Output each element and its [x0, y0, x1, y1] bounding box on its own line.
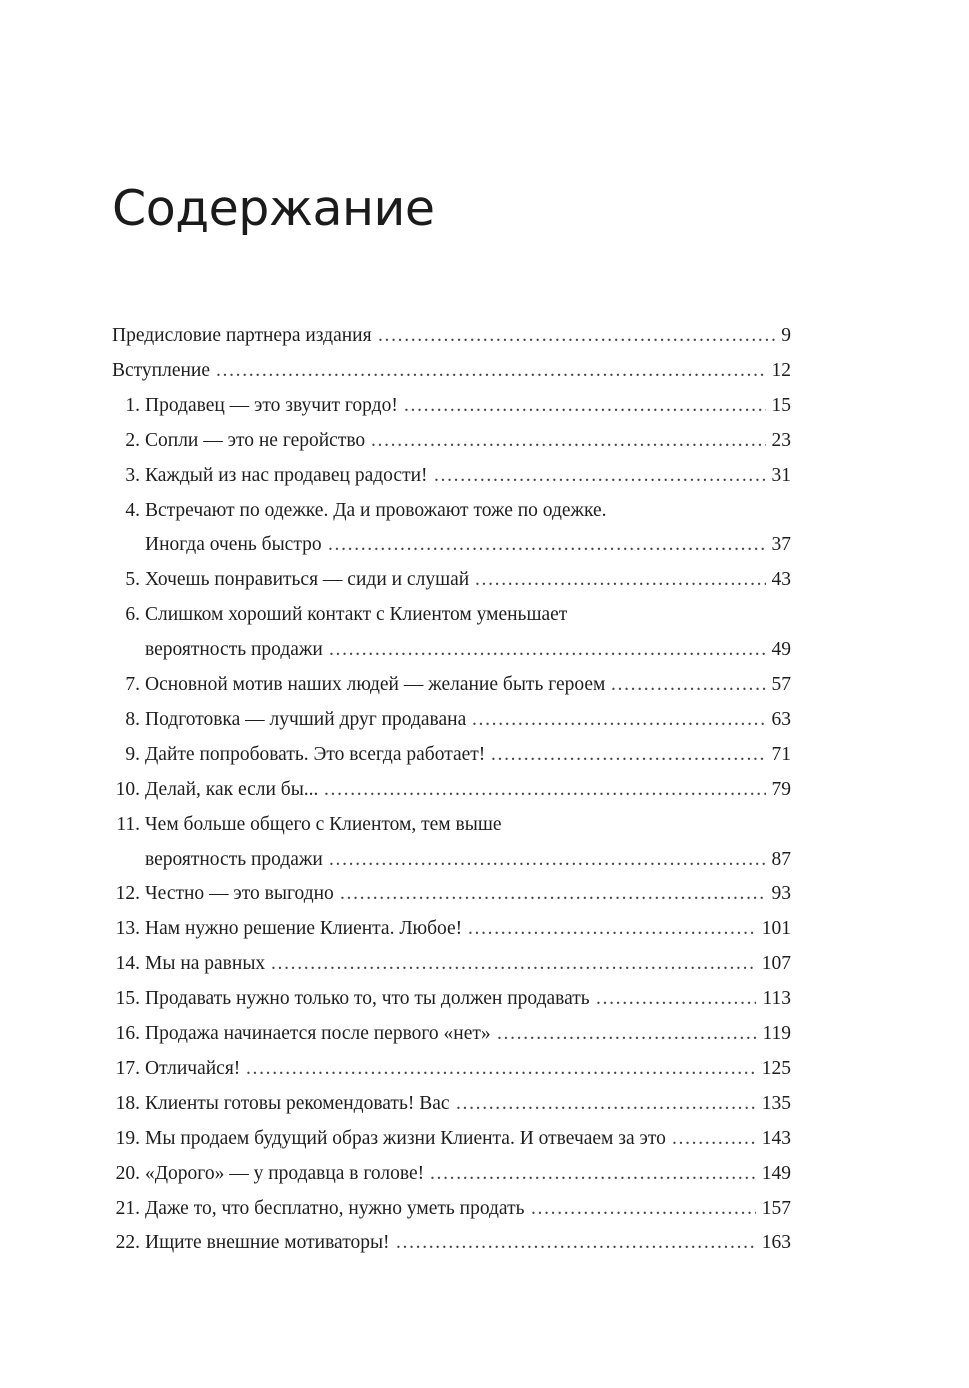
toc-line	[0, 321, 969, 351]
toc-dot-leader	[340, 879, 766, 909]
toc-dot-leader	[324, 775, 766, 805]
toc-page-number: 107	[761, 953, 791, 975]
toc-dot-leader	[491, 740, 766, 770]
toc-dot-leader	[378, 321, 777, 351]
toc-entry-title: «Дорого» — у продавца в голове!	[145, 1162, 425, 1184]
toc-page-number: 149	[761, 1162, 791, 1184]
toc-page-number: 113	[762, 988, 791, 1010]
toc-dot-leader	[672, 1124, 756, 1154]
toc-chapter-number: 8.	[125, 708, 140, 730]
toc-entry-title: Мы на равных	[145, 953, 266, 975]
toc-chapter-number: 13.	[115, 918, 140, 940]
toc-dot-leader	[472, 705, 766, 735]
toc-entry-title: вероятность продажи	[145, 639, 323, 661]
toc-line	[0, 565, 969, 595]
toc-dot-leader	[216, 356, 766, 386]
toc-dot-leader	[271, 949, 756, 979]
toc-line	[0, 530, 969, 560]
toc-chapter-number: 6.	[125, 604, 140, 626]
toc-page-number: 57	[771, 674, 791, 695]
toc-chapter-number: 16.	[115, 1023, 140, 1044]
toc-dot-leader	[596, 984, 756, 1014]
toc-dot-leader	[531, 1194, 756, 1224]
toc-line	[0, 426, 969, 456]
toc-dot-leader	[404, 391, 766, 421]
toc-line	[0, 914, 969, 944]
toc-entry-title: Сопли — это не геройство	[145, 429, 366, 451]
toc-entry-title: Предисловие партнера издания	[112, 325, 372, 346]
toc-line	[0, 810, 969, 840]
toc-line	[0, 670, 969, 700]
toc-entry-title: Продажа начинается после первого «нет»	[145, 1023, 491, 1044]
page-title: Содержание	[112, 180, 435, 237]
toc-dot-leader	[328, 530, 766, 560]
toc-page-number: 63	[771, 708, 791, 730]
toc-dot-leader	[371, 426, 766, 456]
toc-entry-title: Вступление	[112, 359, 211, 381]
toc-entry-title: Хочешь понравиться — сиди и слушай	[145, 569, 470, 591]
toc-chapter-number: 10.	[115, 778, 140, 800]
toc-line	[0, 1159, 969, 1189]
toc-entry-title: Иногда очень быстро	[145, 534, 322, 556]
toc-line	[0, 1124, 969, 1154]
toc-line	[0, 984, 969, 1014]
toc-page-number: 135	[761, 1092, 791, 1114]
toc-line	[0, 949, 969, 979]
toc-page-number: 31	[771, 464, 791, 486]
toc-entry-title: Основной мотив наших людей — желание быть героем	[145, 674, 606, 695]
toc-dot-leader	[475, 565, 766, 595]
toc-entry-title: Продавать нужно только то, что ты должен продавать	[145, 988, 590, 1010]
toc-page-number: 157	[761, 1197, 791, 1219]
toc-page-number: 23	[771, 429, 791, 451]
toc-entry-title: Честно — это выгодно	[145, 883, 334, 905]
toc-dot-leader	[329, 635, 766, 665]
toc-page-number: 71	[771, 743, 791, 765]
toc-page-number: 49	[771, 639, 791, 661]
toc-line	[0, 705, 969, 735]
toc-line	[0, 600, 969, 630]
toc-line	[0, 496, 969, 526]
toc-line	[0, 740, 969, 770]
toc-entry-title: Встречают по одежке. Да и провожают тоже по одежке.	[145, 499, 607, 521]
toc-page-number: 79	[771, 778, 791, 800]
toc-chapter-number: 11.	[116, 813, 140, 835]
toc-dot-leader	[434, 461, 766, 491]
toc-dot-leader	[456, 1089, 756, 1119]
toc-entry-title: Делай, как если бы...	[145, 778, 319, 800]
toc-chapter-number: 12.	[115, 883, 140, 905]
toc-line	[0, 1194, 969, 1224]
toc-page-number: 12	[771, 359, 791, 381]
toc-entry-title: Ищите внешние мотиваторы!	[145, 1232, 390, 1254]
toc-entry-title: Нам нужно решение Клиента. Любое!	[145, 918, 463, 940]
toc-page-number: 93	[771, 883, 791, 905]
toc-chapter-number: 17.	[115, 1057, 140, 1079]
toc-chapter-number: 3.	[125, 464, 140, 486]
toc-entry-title: Клиенты готовы рекомендовать! Вас	[145, 1092, 450, 1114]
toc-chapter-number: 7.	[125, 674, 140, 695]
toc-line	[0, 1089, 969, 1119]
toc-chapter-number: 4.	[125, 499, 140, 521]
toc-chapter-number: 15.	[115, 988, 140, 1010]
toc-chapter-number: 5.	[125, 569, 140, 591]
toc-page-number: 125	[761, 1057, 791, 1079]
toc-entry-title: Дайте попробовать. Это всегда работает!	[145, 743, 486, 765]
toc-line	[0, 635, 969, 665]
toc-entry-title: вероятность продажи	[145, 848, 323, 870]
toc-chapter-number: 1.	[125, 394, 140, 416]
toc-chapter-number: 18.	[115, 1092, 140, 1114]
toc-line	[0, 356, 969, 386]
toc-chapter-number: 14.	[115, 953, 140, 975]
toc-dot-leader	[329, 845, 766, 875]
toc-dot-leader	[468, 914, 756, 944]
toc-page-number: 9	[781, 325, 791, 346]
toc-page-number: 101	[761, 918, 791, 940]
toc-chapter-number: 22.	[115, 1232, 140, 1254]
toc-page-number: 37	[771, 534, 791, 556]
toc-line	[0, 391, 969, 421]
toc-dot-leader	[396, 1228, 756, 1258]
toc-chapter-number: 20.	[115, 1162, 140, 1184]
toc-entry-title: Каждый из нас продавец радости!	[145, 464, 428, 486]
toc-page-number: 163	[761, 1232, 791, 1254]
toc-entry-title: Отличайся!	[145, 1057, 241, 1079]
toc-page-number: 143	[761, 1127, 791, 1149]
toc-entry-title: Чем больше общего с Клиентом, тем выше	[145, 813, 502, 835]
toc-chapter-number: 2.	[125, 429, 140, 451]
toc-entry-title: Мы продаем будущий образ жизни Клиента. И отвечаем за это	[145, 1127, 666, 1149]
toc-page-number: 43	[771, 569, 791, 591]
toc-entry-title: Подготовка — лучший друг продавана	[145, 708, 467, 730]
toc-chapter-number: 21.	[115, 1197, 140, 1219]
toc-chapter-number: 19.	[115, 1127, 140, 1149]
toc-line	[0, 879, 969, 909]
toc-dot-leader	[497, 1019, 756, 1049]
toc-line	[0, 1054, 969, 1084]
toc-dot-leader	[430, 1159, 756, 1189]
toc-page-number: 119	[762, 1023, 791, 1044]
toc-line	[0, 775, 969, 805]
toc-page-number: 15	[771, 394, 791, 416]
toc-chapter-number: 9.	[125, 743, 140, 765]
toc-dot-leader	[611, 670, 766, 700]
toc-entry-title: Слишком хороший контакт с Клиентом уменьшает	[145, 604, 568, 626]
toc-line	[0, 1228, 969, 1258]
toc-line	[0, 845, 969, 875]
toc-entry-title: Продавец — это звучит гордо!	[145, 394, 398, 416]
toc-line	[0, 1019, 969, 1049]
toc-line	[0, 461, 969, 491]
toc-dot-leader	[246, 1054, 756, 1084]
toc-page-number: 87	[771, 848, 791, 870]
toc-entry-title: Даже то, что бесплатно, нужно уметь продать	[145, 1197, 525, 1219]
